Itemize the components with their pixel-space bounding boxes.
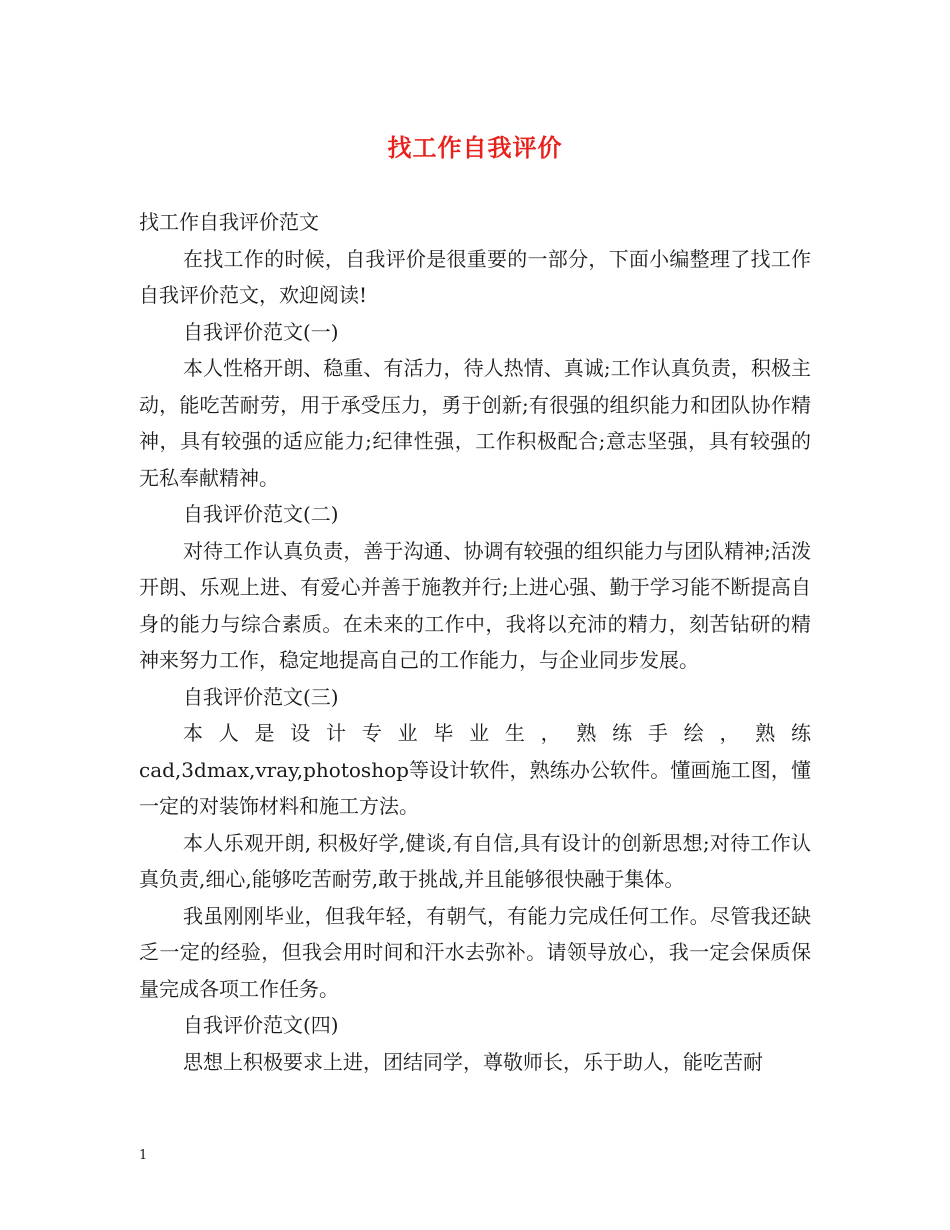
page-number: 1 [139,1148,148,1163]
paragraph-sample-4: 思想上积极要求上进，团结同学，尊敬师长，乐于助人，能吃苦耐 [183,1049,763,1074]
paragraph-intro: 在找工作的时候，自我评价是很重要的一部分，下面小编整理了找工作自我评价范文，欢迎阅读! [139,246,811,307]
paragraph-sample-3c: 我虽刚刚毕业，但我年轻，有朝气，有能力完成任何工作。尽管我还缺乏一定的经验，但我会用时间和汗水去弥补。请领导放心，我一定会保质保量完成各项工作任务。 [139,903,811,1001]
document-title: 找工作自我评价 [387,134,563,162]
section-heading-3: 自我评价范文(三) [183,684,339,709]
paragraph-sample-3b: 本人乐观开朗, 积极好学,健谈,有自信,具有设计的创新思想;对待工作认真负责,细心,能够吃苦耐劳,敢于挑战,并且能够很快融于集体。 [139,830,811,891]
section-heading-1: 自我评价范文(一) [183,319,339,344]
paragraph-subtitle: 找工作自我评价范文 [139,210,319,234]
paragraph-sample-1: 本人性格开朗、稳重、有活力，待人热情、真诚;工作认真负责，积极主动，能吃苦耐劳，用于承受压力，勇于创新;有很强的组织能力和团队协作精神，具有较强的适应能力;纪律性强，工作积极配合;意志坚强，具有较强的无私奉献精神。 [139,356,811,490]
section-heading-4: 自我评价范文(四) [183,1013,339,1037]
paragraph-sample-2: 对待工作认真负责，善于沟通、协调有较强的组织能力与团队精神;活泼开朗、乐观上进、有爱心并善于施教并行;上进心强、勤于学习能不断提高自身的能力与综合素质。在未来的工作中，我将以充沛的精力，刻苦钻研的精神来努力工作，稳定地提高自己的工作能力，与企业同步发展。 [139,538,811,672]
section-heading-2: 自我评价范文(二) [183,502,339,526]
paragraph-sample-3a: 本人是设计专业毕业生，熟练手绘，熟练cad,3dmax,vray,photoshop等设计软件，熟练办公软件。懂画施工图，懂一定的对装饰材料和施工方法。 [139,721,811,818]
document-body [139,204,811,1080]
